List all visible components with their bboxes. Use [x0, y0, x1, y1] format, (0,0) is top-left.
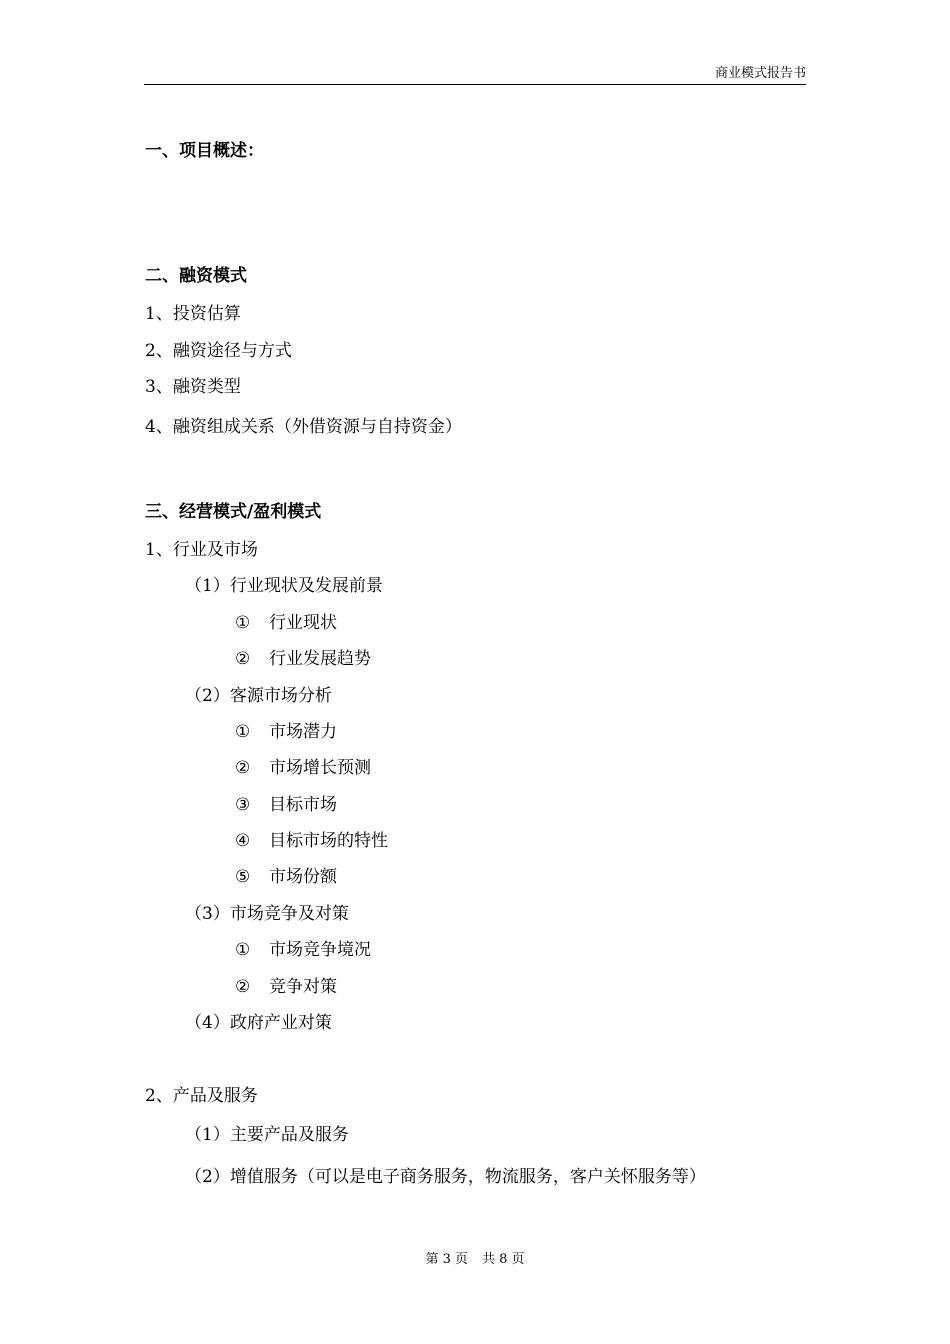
list-item: ① 市场潜力: [235, 722, 337, 742]
subsection-title: （4）政府产业对策: [185, 1013, 332, 1033]
list-item: ② 行业发展趋势: [235, 649, 371, 669]
header-title: 商业模式报告书: [714, 66, 806, 81]
list-item: 4、融资组成关系（外借资源与自持资金）: [145, 417, 462, 437]
list-item: （2）增值服务（可以是电子商务服务，物流服务，客户关怀服务等）: [185, 1167, 706, 1187]
page-total: 共 8 页: [482, 1252, 525, 1267]
header-rule: [144, 84, 806, 85]
list-item: ① 市场竞争境况: [235, 940, 371, 960]
section-title-business-model: 三、经营模式/盈利模式: [145, 502, 322, 522]
section-title-financing: 二、融资模式: [145, 266, 247, 286]
list-item: 2、融资途径与方式: [145, 341, 292, 361]
section-title-overview: 一、项目概述：: [145, 141, 264, 161]
list-item: 1、投资估算: [145, 304, 241, 324]
list-item: 3、融资类型: [145, 377, 241, 397]
list-item: ④ 目标市场的特性: [235, 831, 388, 851]
subsection-title: （1）行业现状及发展前景: [185, 576, 383, 596]
subsection-title-product: 2、产品及服务: [145, 1086, 258, 1106]
page-number: 第 3 页: [425, 1252, 468, 1267]
subsection-title-market: 1、行业及市场: [145, 540, 258, 560]
subsection-title: （3）市场竞争及对策: [185, 904, 349, 924]
list-item: ① 行业现状: [235, 613, 337, 633]
list-item: ② 市场增长预测: [235, 758, 371, 778]
subsection-title: （2）客源市场分析: [185, 686, 332, 706]
list-item: （1）主要产品及服务: [185, 1125, 349, 1145]
list-item: ⑤ 市场份额: [235, 867, 337, 887]
list-item: ② 竞争对策: [235, 977, 337, 997]
page-footer: [0, 1248, 950, 1267]
list-item: ③ 目标市场: [235, 795, 337, 815]
